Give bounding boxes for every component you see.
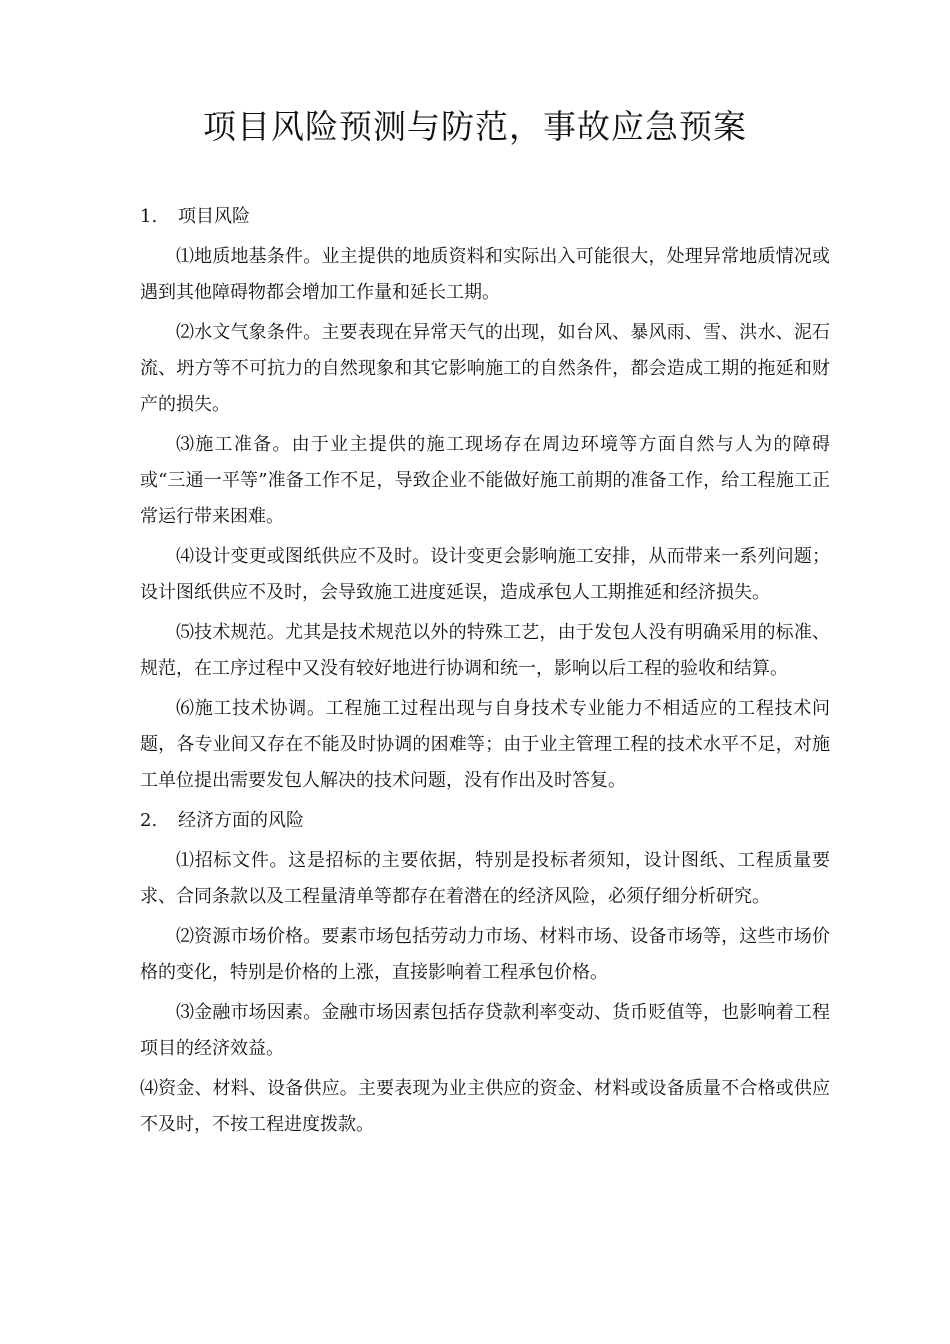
paragraph-construction-preparation: ⑶施工准备。由于业主提供的施工现场存在周边环境等方面自然与人为的障碍或“三通一平等”准备工作不足，导致企业不能做好施工前期的准备工作，给工程施工正常运行带来困难。: [140, 434, 830, 527]
document-body: [140, 199, 830, 1147]
section-heading-1: [140, 199, 830, 235]
paragraph-technical-coordination: ⑹施工技术协调。工程施工过程出现与自身技术专业能力不相适应的工程技术问题，各专业间又存在不能及时协调的困难等；由于业主管理工程的技术水平不足，对施工单位提出需要发包人解决的技术问题，没有作出及时答复。: [140, 698, 830, 791]
paragraph-financial-market: ⑶金融市场因素。金融市场因素包括存贷款利率变动、货币贬值等，也影响着工程项目的经济效益。: [140, 1002, 830, 1059]
paragraph-geology: ⑴地质地基条件。业主提供的地质资料和实际出入可能很大，处理异常地质情况或遇到其他障碍物都会增加工作量和延长工期。: [140, 246, 830, 303]
section-title: 经济方面的风险: [178, 810, 304, 831]
paragraph-design-change: ⑷设计变更或图纸供应不及时。设计变更会影响施工安排，从而带来一系列问题；设计图纸供应不及时，会导致施工进度延误，造成承包人工期推延和经济损失。: [140, 546, 830, 603]
section-number: 2.: [140, 810, 158, 831]
paragraph-tender-documents: ⑴招标文件。这是招标的主要依据，特别是投标者须知，设计图纸、工程质量要求、合同条款以及工程量清单等都存在着潜在的经济风险，必须仔细分析研究。: [140, 850, 830, 907]
paragraph-technical-specs: ⑸技术规范。尤其是技术规范以外的特殊工艺，由于发包人没有明确采用的标准、规范，在工序过程中又没有较好地进行协调和统一，影响以后工程的验收和结算。: [140, 622, 830, 679]
section-heading-2: [140, 803, 830, 839]
paragraph-hydrology-weather: ⑵水文气象条件。主要表现在异常天气的出现，如台风、暴风雨、雪、洪水、泥石流、坍方等不可抗力的自然现象和其它影响施工的自然条件，都会造成工期的拖延和财产的损失。: [140, 322, 830, 415]
paragraph-funds-materials-supply: ⑷资金、材料、设备供应。主要表现为业主供应的资金、材料或设备质量不合格或供应不及时，不按工程进度拨款。: [140, 1078, 830, 1135]
section-number: 1.: [140, 206, 158, 227]
document-title: 项目风险预测与防范，事故应急预案: [203, 107, 747, 146]
paragraph-resource-market-price: ⑵资源市场价格。要素市场包括劳动力市场、材料市场、设备市场等，这些市场价格的变化，特别是价格的上涨，直接影响着工程承包价格。: [140, 926, 830, 983]
section-title: 项目风险: [178, 206, 250, 227]
